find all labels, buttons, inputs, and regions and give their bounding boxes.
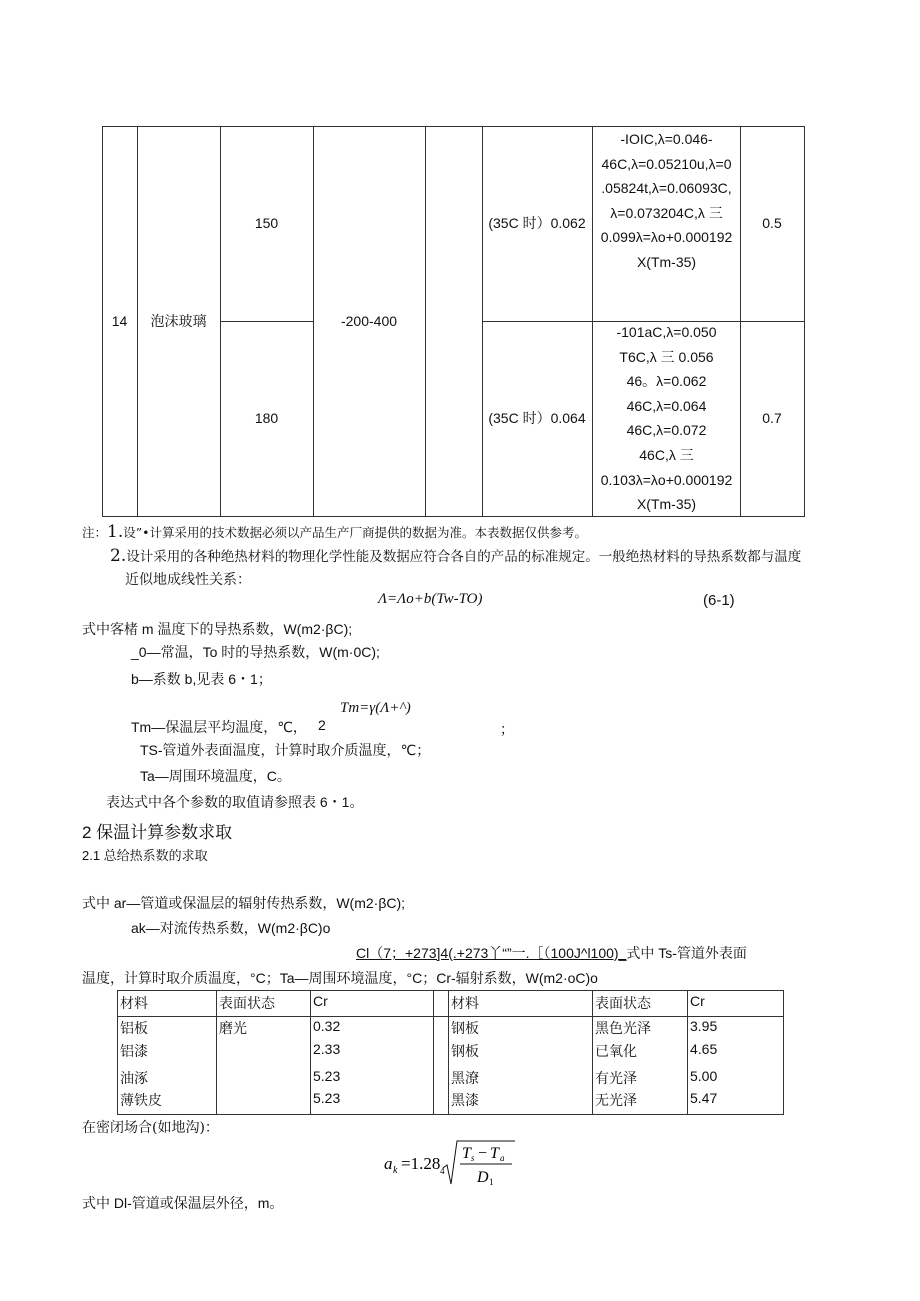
definition-ta-cr: 温度，计算时取介质温度，°C；Ta—周围环境温度，°C；Cr-辐射系数，W(m2·oC)o [82, 970, 598, 986]
definition-ar: 式中 ar—管道或保温层的辐射传热系数，W(m2·βC); [82, 895, 406, 911]
formula-line: 46C,λ 三 [639, 446, 694, 463]
formula-line: 46。λ=0.062 [626, 373, 707, 390]
definition-ak: ak—对流传热系数，W(m2·βC)o [131, 920, 331, 936]
density-cell: 180 [254, 410, 279, 427]
b-coefficient-cell: 0.5 [762, 215, 782, 232]
density-cell: 150 [254, 215, 279, 232]
svg-text:T: T [490, 1145, 499, 1162]
svg-text:a: a [500, 1153, 505, 1163]
radiation-formula: Cl（7；+273]4(.+273丫“”一.［（100J^l100)_ [356, 945, 627, 961]
formula-line: 46C,λ=0.064 [626, 397, 707, 414]
note-text: 设计采用的各种绝热材料的物理化学性能及数据应符合各自的产品的标准规定。一般绝热材料的导热系数都与温度 [126, 549, 802, 565]
lambda0-cell: (35C 时）0.062 [488, 215, 586, 232]
table-cell: 油涿 [120, 1071, 148, 1087]
svg-text:a: a [384, 1154, 393, 1173]
table-cell: 2.33 [313, 1041, 341, 1057]
lambda0-cell: (35C 时）0.064 [488, 410, 586, 427]
tm-formula: Tm=γ(Λ+^) [340, 700, 411, 716]
definition-lambda: 式中客楮 m 温度下的导热系数，W(m2·βC); [82, 621, 353, 637]
radiation-formula-line [356, 943, 747, 963]
parameter-reference: 表达式中各个参数的取值请参照表 6・1。 [106, 794, 364, 810]
formula-line: 46C,λ=0.05210u,λ=0 [601, 155, 732, 172]
table-cell: 黑漆 [451, 1093, 479, 1109]
table-cell: 铝漆 [120, 1044, 148, 1060]
table-header-cell: Cr [690, 993, 705, 1009]
punctuation: ； [500, 721, 514, 737]
formula-line: T6C,λ 三 0.056 [619, 348, 714, 365]
formula-line: X(Tm-35) [636, 496, 697, 513]
table-cell: 5.23 [313, 1090, 341, 1106]
material-name: 泡沫玻璃 [150, 312, 207, 329]
formula-line: 0.103λ=λo+0.000192 [600, 471, 733, 488]
b-coefficient-cell: 0.7 [762, 410, 782, 427]
formula-line: -IOIC,λ=0.046- [620, 131, 713, 147]
table-cell: 无光泽 [595, 1093, 637, 1109]
formula-line: X(Tm-35) [636, 253, 697, 270]
table-header-cell: 材料 [451, 996, 479, 1012]
formula-line: 46C,λ=0.072 [626, 422, 707, 439]
table-cell: 有光泽 [595, 1071, 637, 1087]
formula-line: .05824t,λ=0.06093C, [601, 180, 732, 197]
table-cell: 已氧化 [595, 1044, 637, 1060]
convection-formula [384, 1138, 524, 1191]
definition-d1: 式中 Dl-管道或保温层外径，m。 [82, 1195, 284, 1211]
definition-ta: Ta—周围环境温度，C。 [140, 768, 291, 784]
row-number: 14 [111, 312, 128, 329]
table-cell: 5.47 [690, 1090, 718, 1106]
ak-formula-graphic [384, 1138, 524, 1188]
note-number: 1. [107, 522, 124, 542]
svg-text:−: − [478, 1145, 488, 1162]
subsection-heading: 2.1 总给热系数的求取 [82, 848, 208, 863]
definition-b: b—系数 b,见表 6・1； [131, 671, 272, 687]
note-label: 注： [82, 525, 108, 540]
note-2 [110, 545, 801, 566]
lambda-formula-cell [593, 320, 740, 517]
table-cell: 0.32 [313, 1018, 341, 1034]
svg-text:s: s [471, 1153, 475, 1163]
table-cell: 磨光 [219, 1021, 247, 1037]
definition-tm: Tm—保温层平均温度，℃， [131, 719, 307, 735]
table-cell: 钢板 [451, 1021, 479, 1037]
definition-lambda0: _0—常温，To 时的导热系数，W(m·0C); [131, 644, 380, 660]
table-cell: 黑潦 [451, 1071, 479, 1087]
table-header-cell: Cr [313, 993, 328, 1009]
note-text: 设”•计算采用的技术数据必须以产品生产厂商提供的数据为准。本表数据仅供参考。 [123, 525, 588, 540]
svg-text:k: k [393, 1165, 398, 1176]
definition-ts-inline: 式中 Ts-管道外表面 [626, 945, 747, 961]
formula-number: (6-1) [703, 592, 735, 609]
definition-ts: TS-管道外表面温度，计算时取介质温度，℃； [140, 742, 431, 758]
closed-space-label: 在密闭场合(如地沟)： [82, 1120, 219, 1136]
table-cell: 黑色光泽 [595, 1021, 651, 1037]
formula-line: 0.099λ=λo+0.000192 [600, 229, 733, 246]
table-header-cell: 表面状态 [219, 996, 275, 1012]
note-1 [82, 522, 587, 542]
table-cell: 钢板 [451, 1044, 479, 1060]
note-number: 2. [110, 546, 127, 566]
note-2-continuation: 近似地成线性关系： [125, 572, 251, 588]
conductivity-formula: Λ=Λo+b(Tw-TO) [378, 591, 483, 607]
table-header-cell: 材料 [120, 996, 148, 1012]
tm-denominator: 2 [318, 717, 326, 733]
svg-text:4: 4 [440, 1166, 445, 1176]
lambda-formula-cell [593, 127, 740, 275]
table-cell: 4.65 [690, 1041, 718, 1057]
svg-text:=1.28: =1.28 [401, 1154, 441, 1173]
table-cell: 铝板 [120, 1021, 148, 1037]
temperature-range: -200-400 [340, 312, 398, 329]
table-cell: 3.95 [690, 1018, 718, 1034]
svg-text:T: T [462, 1145, 471, 1162]
table-cell: 5.23 [313, 1068, 341, 1084]
formula-line: λ=0.073204C,λ 三 [610, 204, 723, 221]
table-cell: 5.00 [690, 1068, 718, 1084]
svg-text:1: 1 [489, 1177, 494, 1187]
section-heading: 2 保温计算参数求取 [82, 823, 233, 842]
table-header-cell: 表面状态 [595, 996, 651, 1012]
table-cell: 薄铁皮 [120, 1093, 162, 1109]
formula-line: -101aC,λ=0.050 [616, 324, 717, 340]
svg-text:D: D [477, 1169, 489, 1186]
